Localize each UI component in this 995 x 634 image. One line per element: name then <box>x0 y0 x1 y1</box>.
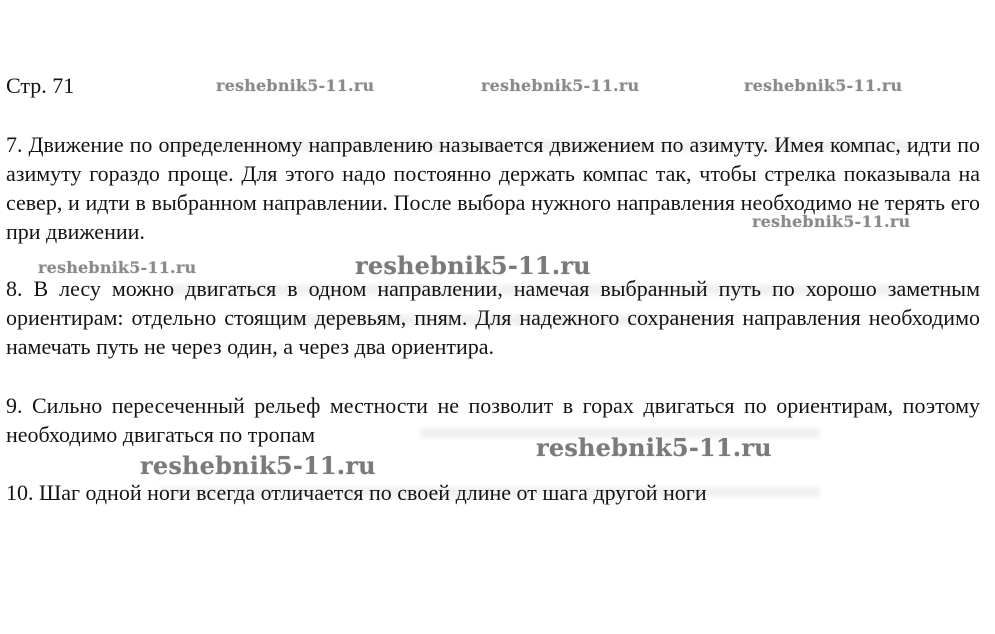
watermark-text: reshebnik5-11.ru <box>481 76 640 95</box>
page-number-label: Стр. 71 <box>6 73 75 98</box>
watermark-text: reshebnik5-11.ru <box>355 251 591 280</box>
watermark-text: reshebnik5-11.ru <box>38 258 197 277</box>
answer-paragraph-9: 9. Сильно пересеченный рельеф местности не позволит в горах двигаться по ориентирам, поэтому необходимо двигаться по тропам <box>6 393 980 447</box>
watermark-text: reshebnik5-11.ru <box>752 212 911 231</box>
watermark-text: reshebnik5-11.ru <box>140 451 376 480</box>
watermark-text: reshebnik5-11.ru <box>536 433 772 462</box>
watermark-text: reshebnik5-11.ru <box>216 76 375 95</box>
answer-paragraph-7: 7. Движение по определенному направлению называется движением по азимуту. Имея компас, идти по азимуту гораздо проще. Для этого надо постоянно держать компас так, чтобы стрелка показывала на север, и идти в выбранном направлении. После выбора нужного направления необходимо не терять его при движении. <box>6 132 980 244</box>
answer-paragraph-10: 10. Шаг одной ноги всегда отличается по своей длине от шага другой ноги <box>6 480 707 505</box>
watermark-text: reshebnik5-11.ru <box>744 76 903 95</box>
answer-paragraph-8: 8. В лесу можно двигаться в одном направлении, намечая выбранный путь по хорошо заметным ориентирам: отдельно стоящим деревьям, пням. Для надежного сохранения направления необходимо намечать путь не через один, а через два ориентира. <box>6 276 980 359</box>
